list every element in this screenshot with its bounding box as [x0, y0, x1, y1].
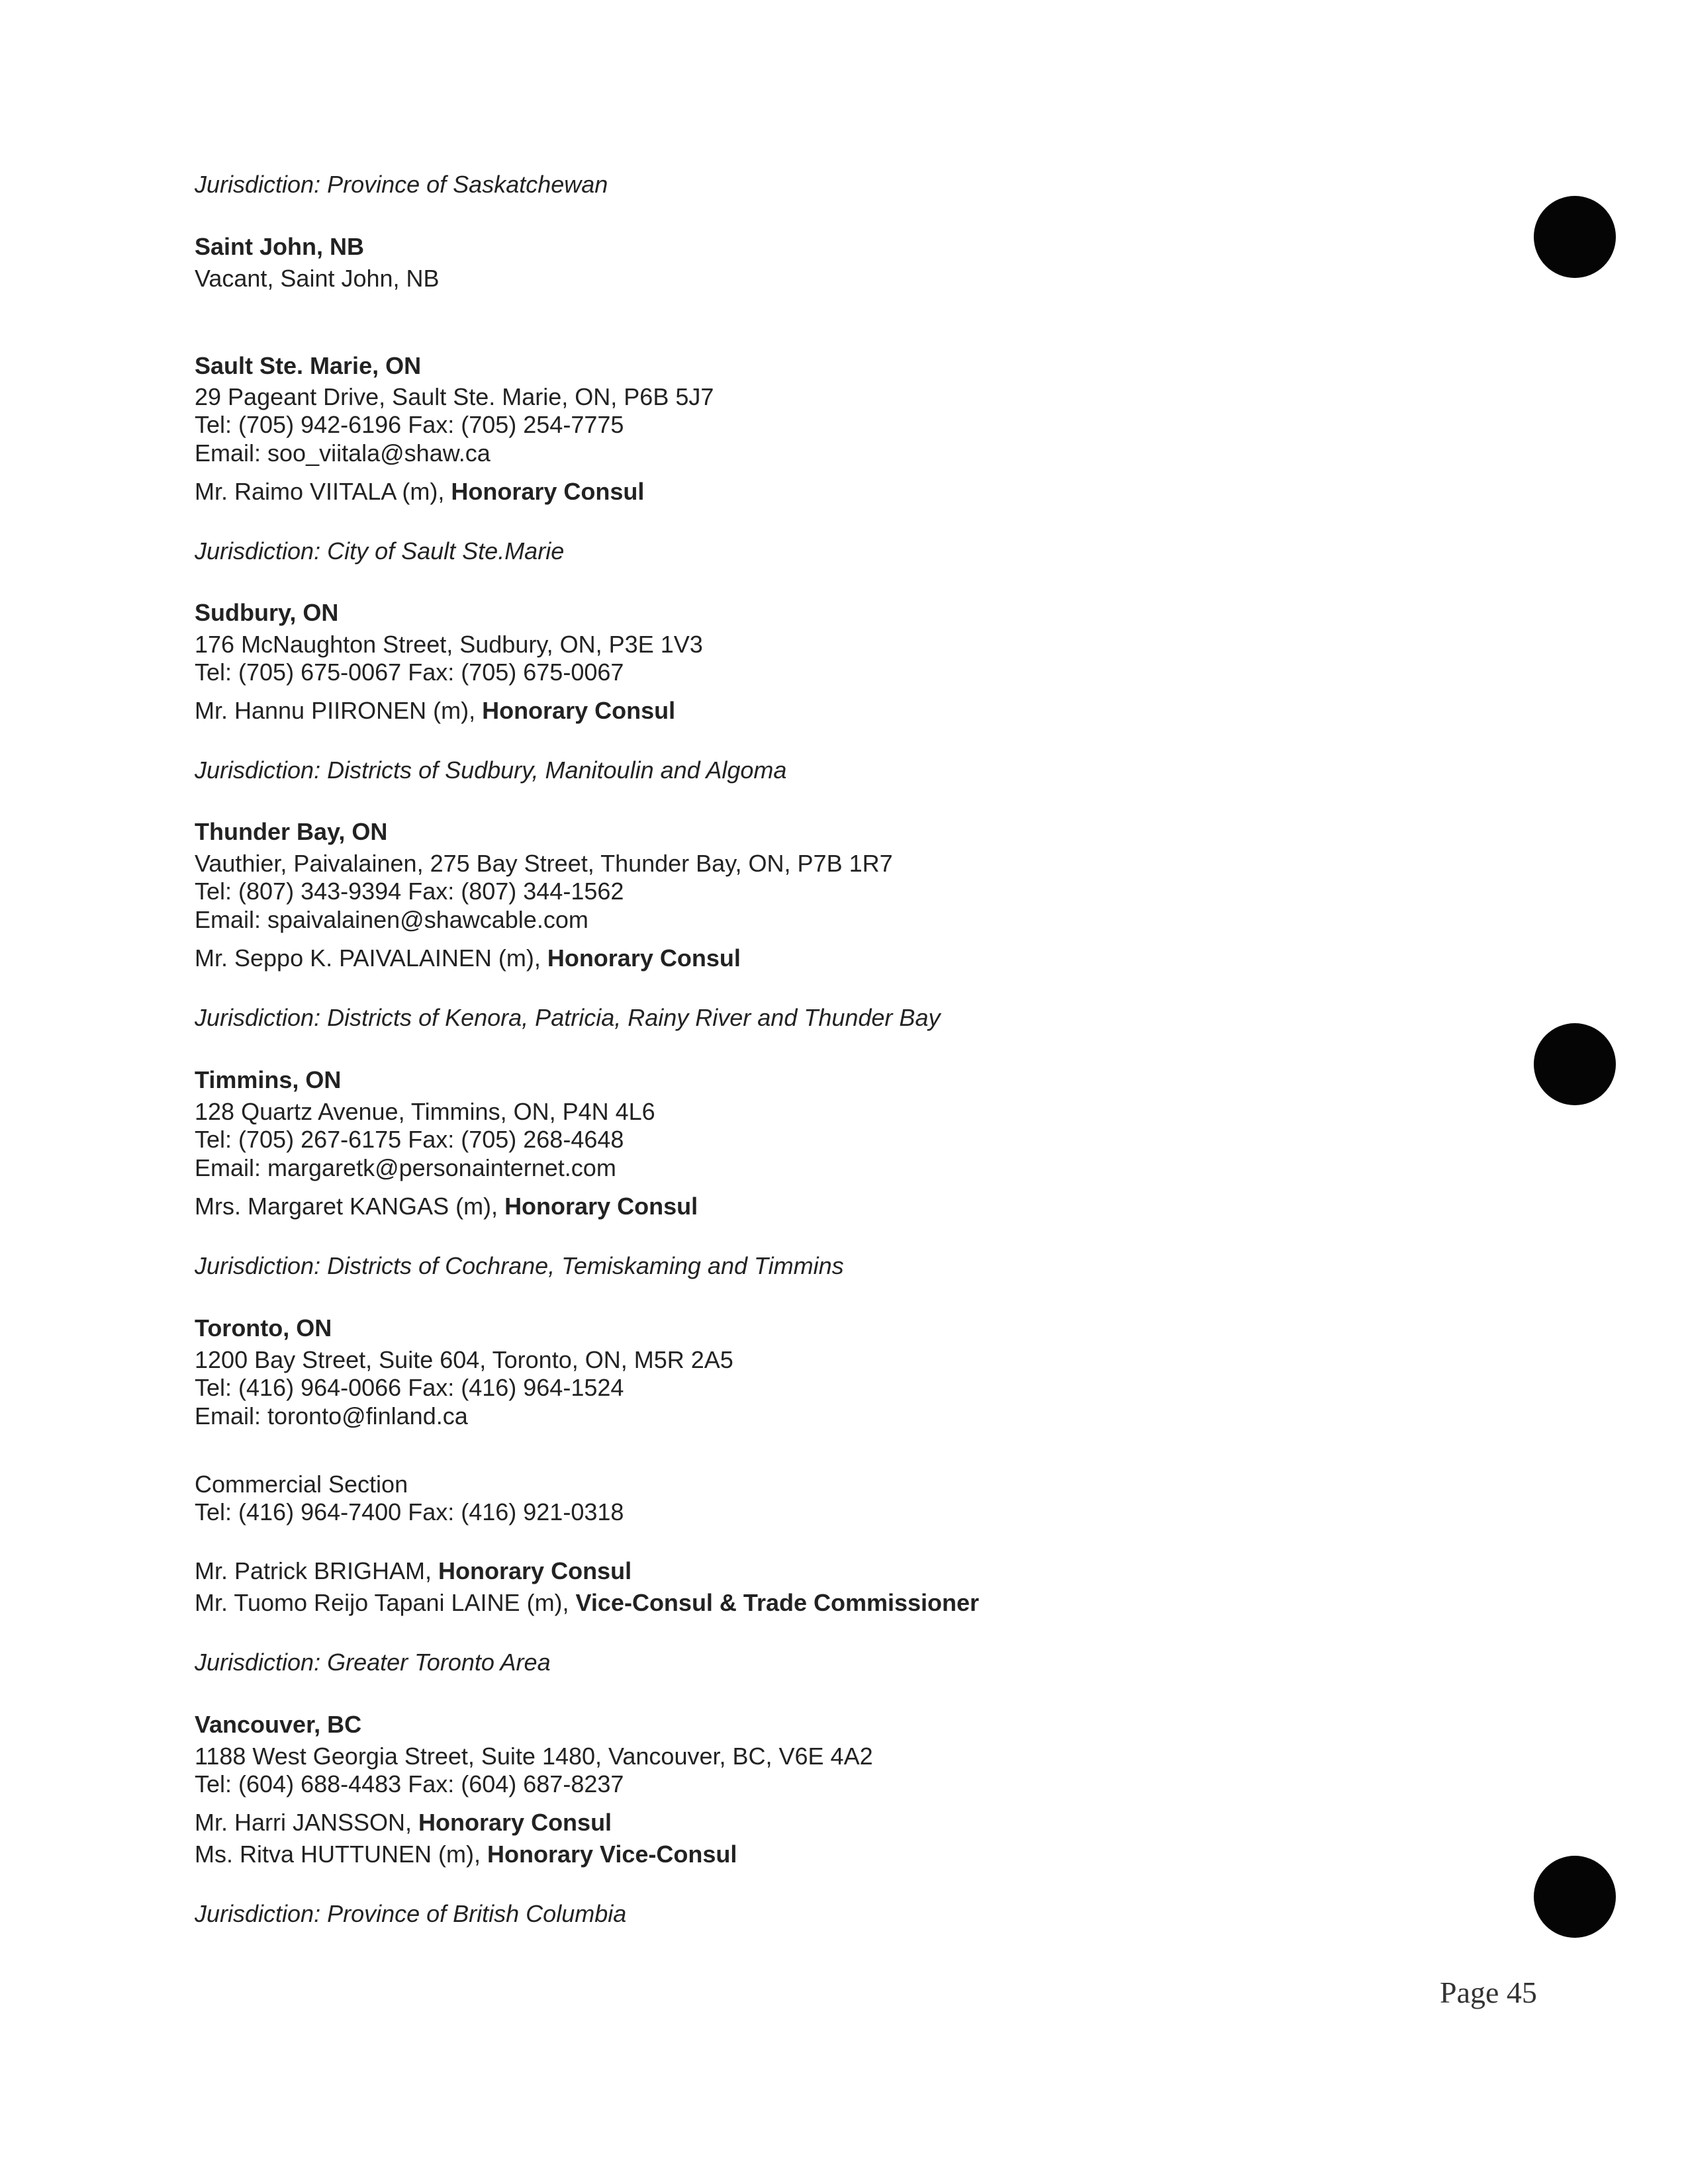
timmins-address: 128 Quartz Avenue, Timmins, ON, P4N 4L6 — [195, 1098, 655, 1125]
jurisdiction-timmins: Jurisdiction: Districts of Cochrane, Temiskaming and Timmins — [195, 1252, 844, 1279]
toronto-vice-consul — [195, 1589, 979, 1617]
person-title: Honorary Consul — [504, 1193, 698, 1220]
person-title: Honorary Consul — [451, 478, 645, 505]
sudbury-address: 176 McNaughton Street, Sudbury, ON, P3E 1V3 — [195, 631, 703, 658]
vancouver-consul — [195, 1809, 612, 1837]
thunder-bay-consul — [195, 944, 741, 972]
timmins-phone: Tel: (705) 267-6175 Fax: (705) 268-4648 — [195, 1126, 624, 1153]
person-name: Mr. Raimo VIITALA (m), — [195, 478, 451, 505]
heading-vancouver: Vancouver, BC — [195, 1711, 362, 1738]
person-title: Honorary Consul — [418, 1809, 612, 1836]
jurisdiction-saskatchewan: Jurisdiction: Province of Saskatchewan — [195, 171, 608, 198]
sudbury-phone: Tel: (705) 675-0067 Fax: (705) 675-0067 — [195, 659, 624, 686]
heading-thunder-bay: Thunder Bay, ON — [195, 818, 388, 845]
jurisdiction-thunder-bay: Jurisdiction: Districts of Kenora, Patricia, Rainy River and Thunder Bay — [195, 1004, 941, 1031]
toronto-email: Email: toronto@finland.ca — [195, 1402, 468, 1430]
heading-sault-ste-marie: Sault Ste. Marie, ON — [195, 352, 422, 379]
toronto-commercial-section: Commercial Section — [195, 1471, 408, 1498]
heading-timmins: Timmins, ON — [195, 1066, 342, 1093]
toronto-consul — [195, 1557, 632, 1585]
heading-toronto: Toronto, ON — [195, 1314, 332, 1342]
jurisdiction-sudbury: Jurisdiction: Districts of Sudbury, Manitoulin and Algoma — [195, 756, 787, 784]
person-title: Honorary Vice-Consul — [487, 1841, 737, 1868]
sudbury-consul — [195, 697, 675, 725]
toronto-commercial-phone: Tel: (416) 964-7400 Fax: (416) 921-0318 — [195, 1498, 624, 1525]
jurisdiction-sault: Jurisdiction: City of Sault Ste.Marie — [195, 537, 565, 565]
sault-address: 29 Pageant Drive, Sault Ste. Marie, ON, P6B 5J7 — [195, 383, 714, 410]
jurisdiction-toronto: Jurisdiction: Greater Toronto Area — [195, 1649, 551, 1676]
timmins-consul — [195, 1193, 698, 1220]
person-name: Mr. Hannu PIIRONEN (m), — [195, 697, 483, 724]
person-name: Mr. Patrick BRIGHAM, — [195, 1557, 439, 1584]
punch-hole-icon — [1534, 1856, 1616, 1938]
saint-john-status: Vacant, Saint John, NB — [195, 265, 440, 292]
person-name: Mr. Tuomo Reijo Tapani LAINE (m), — [195, 1589, 576, 1616]
heading-sudbury: Sudbury, ON — [195, 599, 339, 626]
toronto-address: 1200 Bay Street, Suite 604, Toronto, ON, M5R 2A5 — [195, 1346, 733, 1373]
thunder-bay-phone: Tel: (807) 343-9394 Fax: (807) 344-1562 — [195, 878, 624, 905]
punch-hole-icon — [1534, 196, 1616, 278]
person-title: Honorary Consul — [438, 1557, 632, 1584]
person-title: Honorary Consul — [547, 944, 741, 972]
person-name: Mrs. Margaret KANGAS (m), — [195, 1193, 505, 1220]
punch-hole-icon — [1534, 1023, 1616, 1105]
person-name: Mr. Seppo K. PAIVALAINEN (m), — [195, 944, 547, 972]
person-title: Honorary Consul — [482, 697, 676, 724]
person-name: Ms. Ritva HUTTUNEN (m), — [195, 1841, 487, 1868]
vancouver-address: 1188 West Georgia Street, Suite 1480, Vancouver, BC, V6E 4A2 — [195, 1743, 873, 1770]
timmins-email: Email: margaretk@personainternet.com — [195, 1154, 616, 1181]
jurisdiction-vancouver: Jurisdiction: Province of British Columbia — [195, 1900, 627, 1927]
person-name: Mr. Harri JANSSON, — [195, 1809, 419, 1836]
heading-saint-john: Saint John, NB — [195, 233, 365, 260]
vancouver-vice-consul — [195, 1841, 737, 1868]
sault-consul — [195, 478, 644, 506]
thunder-bay-email: Email: spaivalainen@shawcable.com — [195, 906, 588, 933]
sault-phone: Tel: (705) 942-6196 Fax: (705) 254-7775 — [195, 411, 624, 438]
page-number: Page 45 — [1440, 1976, 1537, 2009]
toronto-phone: Tel: (416) 964-0066 Fax: (416) 964-1524 — [195, 1374, 624, 1401]
thunder-bay-address: Vauthier, Paivalainen, 275 Bay Street, Thunder Bay, ON, P7B 1R7 — [195, 850, 893, 877]
sault-email: Email: soo_viitala@shaw.ca — [195, 439, 491, 467]
person-title: Vice-Consul & Trade Commissioner — [575, 1589, 980, 1616]
vancouver-phone: Tel: (604) 688-4483 Fax: (604) 687-8237 — [195, 1770, 624, 1797]
